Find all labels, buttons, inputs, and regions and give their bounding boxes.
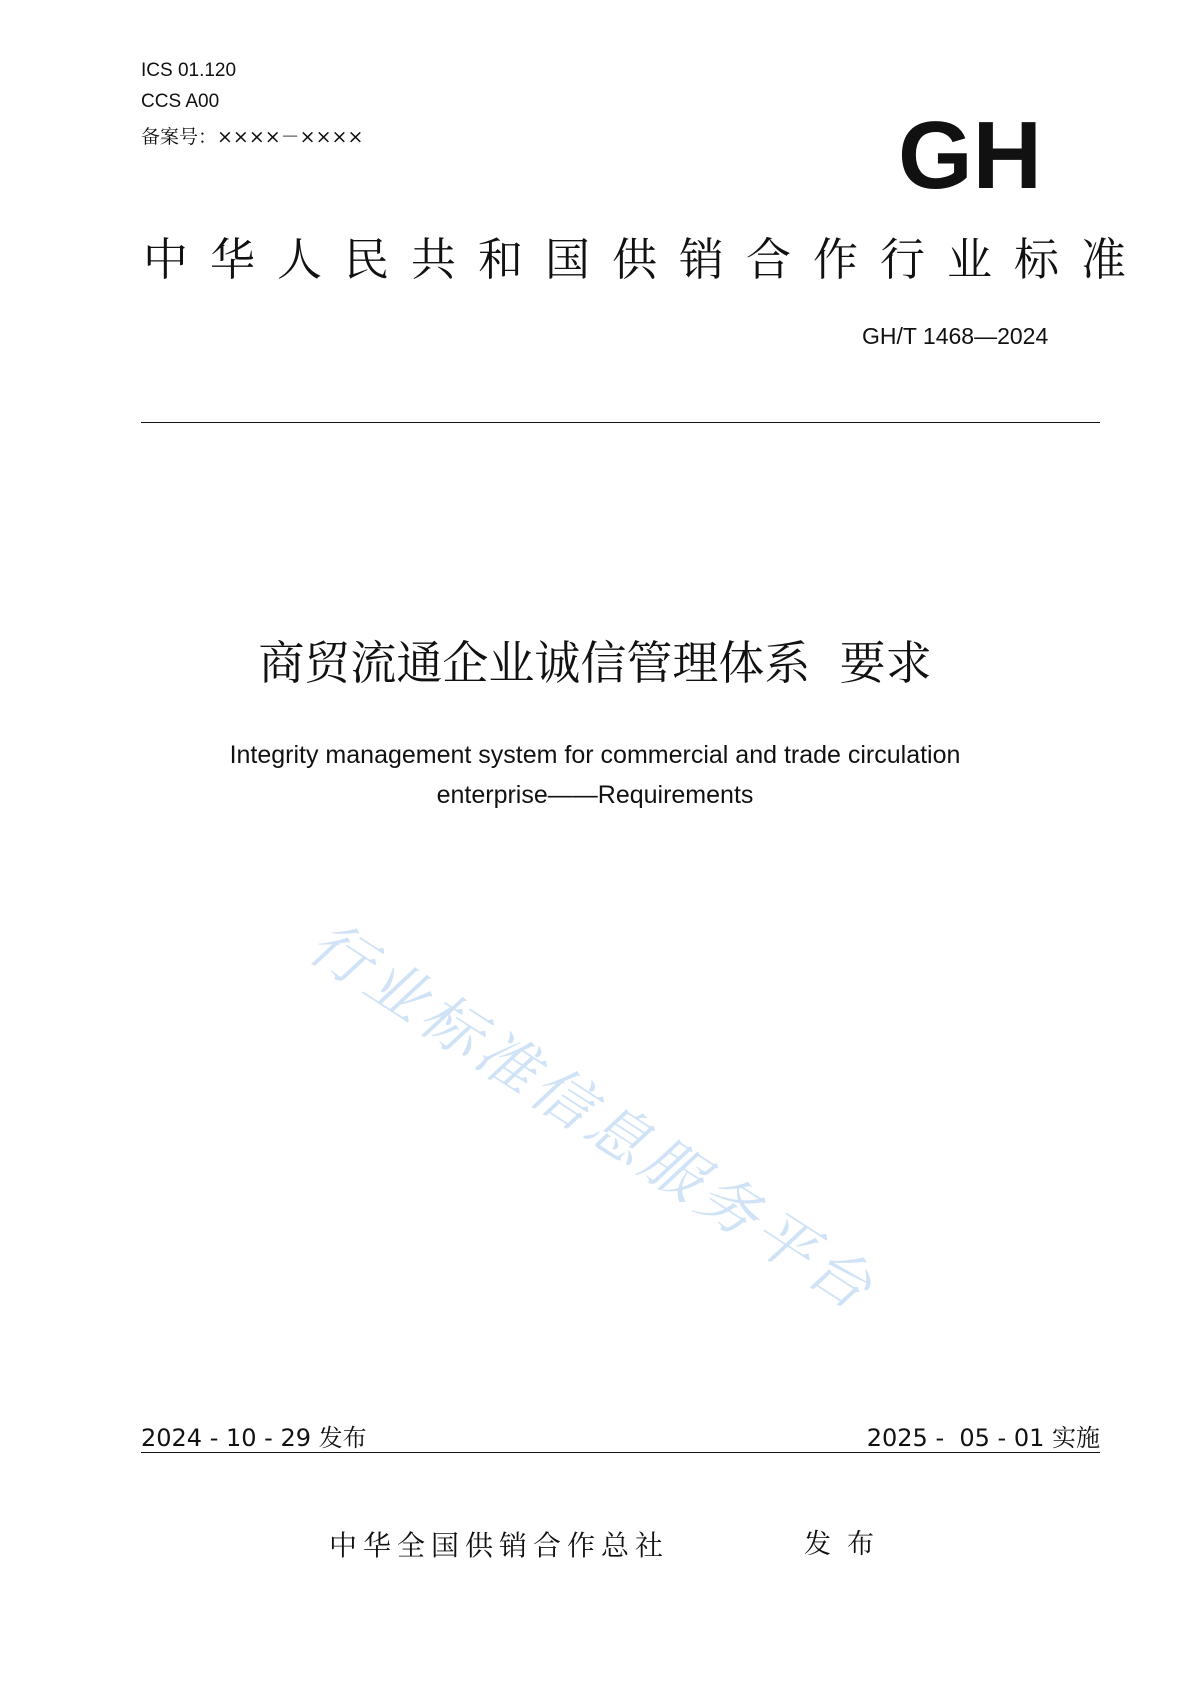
effective-date: 2025 - 05 - 01 实施	[866, 1424, 1100, 1452]
title-english	[0, 735, 1190, 815]
gh-logo: GH	[898, 102, 1042, 209]
standard-number: GH/T 1468—2024	[862, 323, 1049, 349]
ccs-code: CCS A00	[141, 91, 220, 112]
issuer-name: 中华全国供销合作总社	[329, 1529, 670, 1562]
filing-number: 备案号：××××－××××	[141, 126, 364, 148]
bottom-divider	[141, 1452, 1100, 1453]
standard-category: 中华人民共和国供销合作行业标准	[143, 233, 1149, 286]
watermark-text: 行业标准信息服务平台	[296, 908, 889, 1327]
title-english-line1: Integrity management system for commercial and trade circulation	[229, 741, 961, 769]
title-chinese: 商贸流通企业诚信管理体系 要求	[258, 636, 932, 690]
top-divider	[141, 422, 1100, 423]
title-english-line2: enterprise——Requirements	[436, 781, 754, 809]
issue-date: 2024 - 10 - 29 发布	[141, 1424, 367, 1452]
ics-code: ICS 01.120	[141, 60, 237, 81]
publish-label: 发布	[804, 1529, 890, 1560]
